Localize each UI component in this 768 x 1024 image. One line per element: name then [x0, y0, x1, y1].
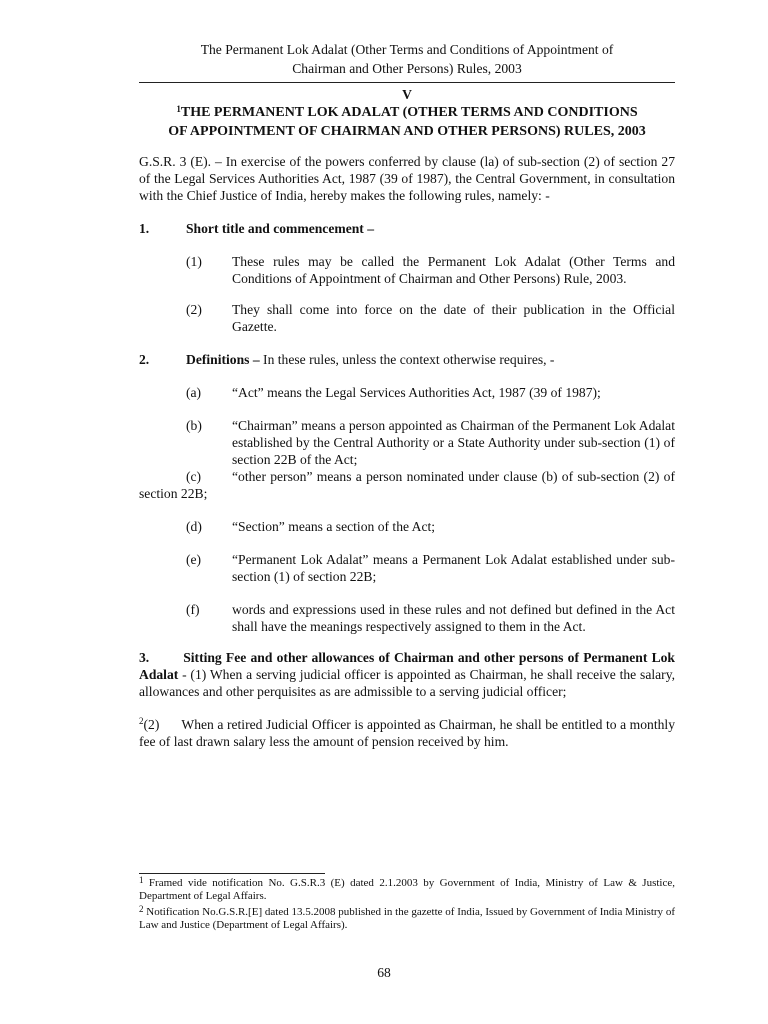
- item-label: (e): [186, 552, 202, 567]
- list-item: [186, 253, 675, 287]
- title-line2: OF APPOINTMENT OF CHAIRMAN AND OTHER PERSONS) RULES, 2003: [168, 124, 646, 139]
- item-label: (b): [186, 418, 202, 433]
- running-header: [139, 40, 675, 78]
- section-heading: Short title and commencement –: [186, 221, 375, 236]
- list-item: [186, 551, 675, 585]
- list-item: [186, 601, 675, 635]
- subrule-label: (2): [143, 717, 160, 732]
- item-text: “other person” means a person nominated under clause (b) of sub-section (2) of section 22B;: [139, 469, 675, 501]
- footnote-marker: 1: [139, 875, 144, 885]
- list-item: [186, 384, 675, 401]
- item-label: (1): [186, 254, 202, 269]
- footnote-marker[interactable]: 2: [139, 716, 144, 726]
- section-heading: Definitions –: [186, 352, 260, 367]
- footnote: [139, 906, 675, 932]
- item-label: (c): [186, 469, 202, 484]
- section-3-subrule-2: [139, 716, 675, 750]
- item-text: words and expressions used in these rules and not defined but defined in the Act shall have the meanings respectively assigned to them in the Act.: [232, 602, 675, 634]
- footnote-rule: [139, 873, 325, 874]
- list-item: [186, 417, 675, 468]
- footnotes: [139, 873, 675, 932]
- item-text: “Chairman” means a person appointed as Chairman of the Permanent Lok Adalat established by the Central Authority or a State Authority under sub-section (1) of section 22B of the Act;: [232, 418, 675, 467]
- section-3: [139, 649, 675, 700]
- running-header-line2: Chairman and Other Persons) Rules, 2003: [292, 61, 522, 76]
- subrule-text: When a retired Judicial Officer is appointed as Chairman, he shall be entitled to a monthly fee of last drawn salary less the amount of pension received by him.: [139, 717, 675, 749]
- list-item: [186, 518, 675, 535]
- preamble: G.S.R. 3 (E). – In exercise of the powers conferred by clause (la) of sub-section (2) of section 27 of the Legal Services Authorities Act, 1987 (39 of 1987), the Central Government, in consultation with the Chief Justice of India, hereby makes the following rules, namely: -: [139, 154, 675, 203]
- item-label: (d): [186, 519, 202, 534]
- section-2-heading: [139, 351, 675, 368]
- item-label: (2): [186, 302, 202, 317]
- section-text: - (1) When a serving judicial officer is appointed as Chairman, he shall receive the salary, allowances and other perquisites as are admissible to a serving judicial officer;: [139, 667, 675, 699]
- document-page: [139, 40, 675, 750]
- section-number: 2.: [139, 352, 150, 367]
- footnote: [139, 877, 675, 903]
- item-text: They shall come into force on the date of their publication in the Official Gazette.: [232, 302, 675, 334]
- footnote-text: Notification No.G.S.R.[E] dated 13.5.2008 published in the gazette of India, Issued by Government of India Ministry of Law and Justice (Department of Legal Affairs).: [139, 906, 675, 931]
- chapter-number: V: [402, 87, 412, 102]
- item-text: “Act” means the Legal Services Authorities Act, 1987 (39 of 1987);: [232, 385, 601, 400]
- footnote-marker: 2: [139, 904, 144, 914]
- header-rule: [139, 82, 675, 83]
- item-label: (f): [186, 602, 200, 617]
- item-text: These rules may be called the Permanent Lok Adalat (Other Terms and Conditions of Appointment of Chairman and Other Persons) Rule, 2003.: [232, 254, 675, 286]
- title-line1: THE PERMANENT LOK ADALAT (OTHER TERMS AND CONDITIONS: [180, 105, 638, 120]
- item-text: “Permanent Lok Adalat” means a Permanent Lok Adalat established under sub-section (1) of section 22B;: [232, 552, 675, 584]
- list-item: [186, 301, 675, 335]
- rules-title: [139, 103, 675, 141]
- section-intro: In these rules, unless the context otherwise requires, -: [259, 352, 555, 367]
- item-text: “Section” means a section of the Act;: [232, 519, 436, 534]
- section-heading: Sitting Fee and other allowances of Chairman and other persons of Permanent Lok Adalat: [139, 650, 675, 682]
- page-number: 68: [377, 965, 391, 980]
- title-footnote-marker[interactable]: 1: [176, 104, 181, 114]
- section-1-heading: [139, 220, 675, 237]
- running-header-line1: The Permanent Lok Adalat (Other Terms and Conditions of Appointment of: [200, 42, 614, 57]
- footnote-text: Framed vide notification No. G.S.R.3 (E) dated 2.1.2003 by Government of India, Ministry of Law & Justice, Department of Legal Affairs.: [139, 877, 675, 902]
- section-number: 3.: [139, 650, 150, 665]
- section-number: 1.: [139, 221, 150, 236]
- item-label: (a): [186, 385, 202, 400]
- list-item: [139, 468, 675, 502]
